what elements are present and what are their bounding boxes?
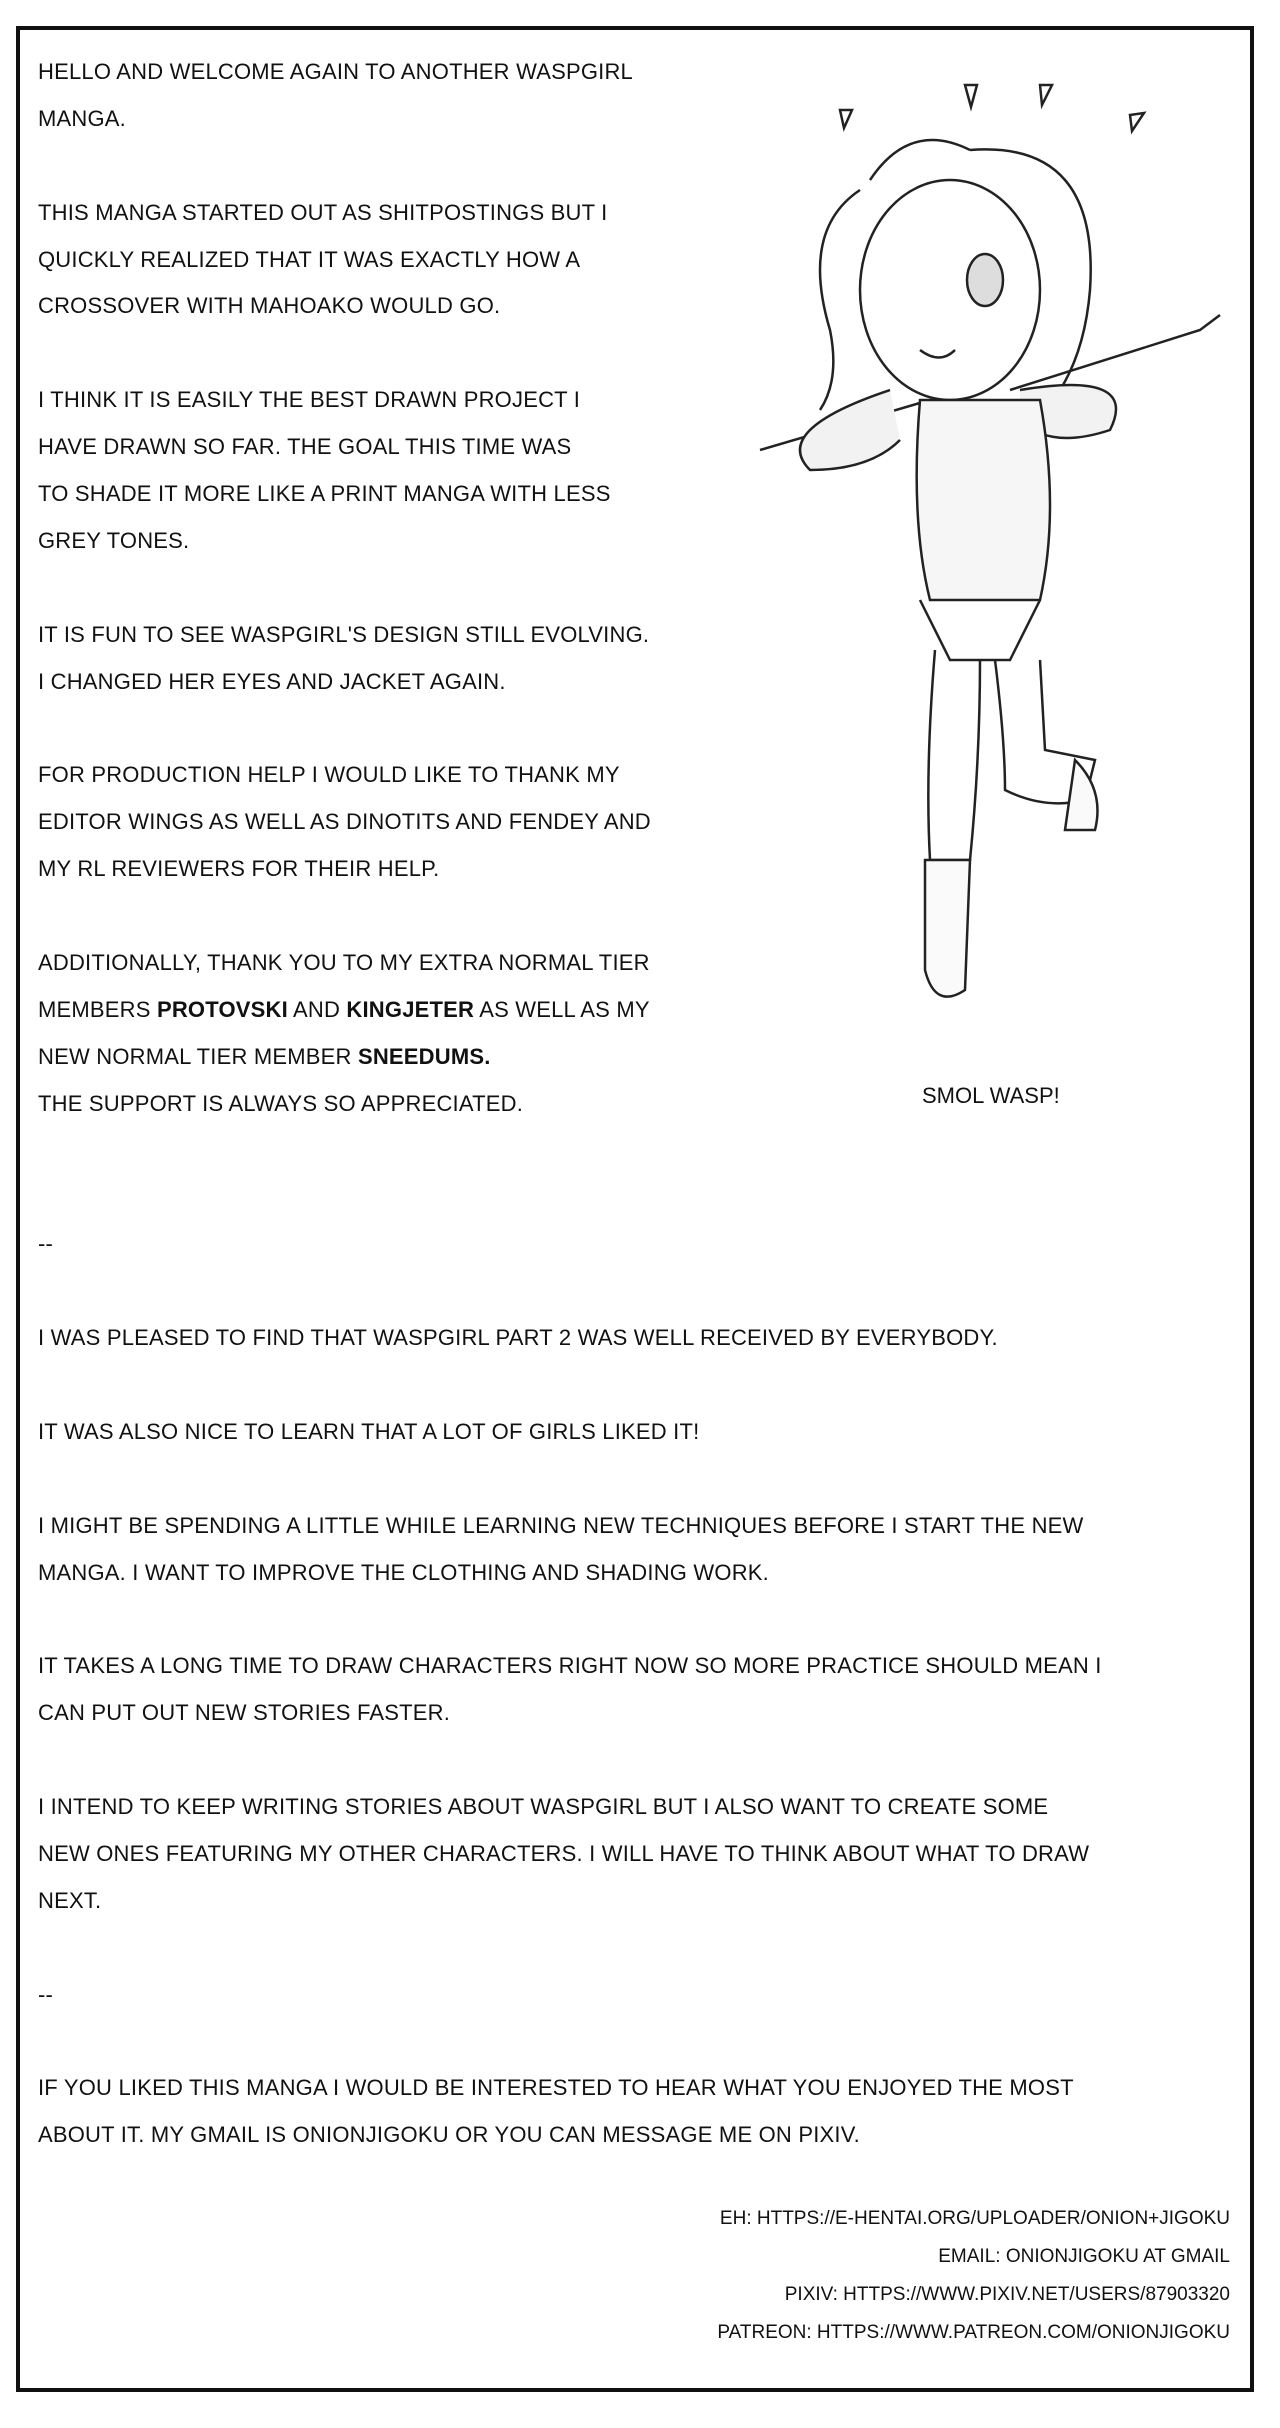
text-line: TO SHADE IT MORE LIKE A PRINT MANGA WITH LESS: [38, 481, 611, 507]
blank-line: [38, 1596, 1238, 1643]
blank-line: [38, 1456, 1238, 1503]
pixiv-link[interactable]: PIXIV: HTTPS://WWW.PIXIV.NET/USERS/87903320: [784, 2284, 1230, 2305]
blank-line: [38, 1268, 1238, 1315]
text-line: I MIGHT BE SPENDING A LITTLE WHILE LEARNING NEW TECHNIQUES BEFORE I START THE NEW: [38, 1512, 1084, 1538]
blank-line: [38, 1925, 1238, 1972]
supporter-name: KINGJETER: [346, 996, 475, 1022]
text-line: THE SUPPORT IS ALWAYS SO APPRECIATED.: [38, 1090, 524, 1116]
waspgirl-illustration: [720, 70, 1240, 1050]
blank-line: [38, 1174, 1238, 1221]
text-line: NEW ONES FEATURING MY OTHER CHARACTERS. I WILL HAVE TO THINK ABOUT WHAT TO DRAW: [38, 1840, 1090, 1866]
supporter-name: PROTOVSKI: [156, 996, 288, 1022]
text-segment: AND: [287, 996, 347, 1022]
text-line: MANGA.: [38, 105, 126, 131]
contact-links: [717, 2200, 1230, 2352]
text-line: I THINK IT IS EASILY THE BEST DRAWN PROJECT I: [38, 387, 581, 413]
text-line: ADDITIONALLY, THANK YOU TO MY EXTRA NORMAL TIER: [38, 949, 650, 975]
text-line: IT WAS ALSO NICE TO LEARN THAT A LOT OF GIRLS LIKED IT!: [38, 1418, 700, 1444]
text-line: MY RL REVIEWERS FOR THEIR HELP.: [38, 856, 440, 882]
supporter-name: SNEEDUMS.: [357, 1043, 491, 1069]
eh-link[interactable]: EH: HTTPS://E-HENTAI.ORG/UPLOADER/ONION+JIGOKU: [719, 2208, 1230, 2229]
blank-line: [38, 1737, 1238, 1784]
text-segment: MEMBERS: [38, 996, 157, 1022]
blank-line: [38, 1362, 1238, 1409]
text-line: HAVE DRAWN SO FAR. THE GOAL THIS TIME WAS: [38, 434, 572, 460]
text-segment: AS WELL AS MY: [474, 996, 650, 1022]
blank-line: [38, 1127, 1238, 1174]
text-line: I WAS PLEASED TO FIND THAT WASPGIRL PART 2 WAS WELL RECEIVED BY EVERYBODY.: [38, 1325, 998, 1351]
text-line: IT TAKES A LONG TIME TO DRAW CHARACTERS RIGHT NOW SO MORE PRACTICE SHOULD MEAN I: [38, 1653, 1102, 1679]
text-line: HELLO AND WELCOME AGAIN TO ANOTHER WASPGIRL: [38, 59, 633, 84]
illustration-caption: SMOL WASP!: [922, 1083, 1060, 1108]
text-line: --: [38, 1231, 54, 1257]
text-line: MANGA. I WANT TO IMPROVE THE CLOTHING AND SHADING WORK.: [38, 1559, 769, 1585]
text-line: QUICKLY REALIZED THAT IT WAS EXACTLY HOW A: [38, 246, 581, 272]
text-line: EDITOR WINGS AS WELL AS DINOTITS AND FENDEY AND: [38, 809, 651, 835]
blank-line: [38, 2018, 1238, 2065]
patreon-link[interactable]: PATREON: HTTPS://WWW.PATREON.COM/ONIONJIGOKU: [717, 2322, 1230, 2343]
text-line: --: [38, 1981, 54, 2007]
text-line: IF YOU LIKED THIS MANGA I WOULD BE INTERESTED TO HEAR WHAT YOU ENJOYED THE MOST: [38, 2075, 1074, 2101]
email-text: EMAIL: ONIONJIGOKU AT GMAIL: [938, 2246, 1230, 2267]
text-line: FOR PRODUCTION HELP I WOULD LIKE TO THANK MY: [38, 762, 620, 788]
text-line: IT IS FUN TO SEE WASPGIRL'S DESIGN STILL EVOLVING.: [38, 621, 650, 647]
text-line: NEXT.: [38, 1887, 102, 1913]
text-line: CAN PUT OUT NEW STORIES FASTER.: [38, 1700, 451, 1726]
text-line: CROSSOVER WITH MAHOAKO WOULD GO.: [38, 293, 501, 319]
text-line: I INTEND TO KEEP WRITING STORIES ABOUT WASPGIRL BUT I ALSO WANT TO CREATE SOME: [38, 1793, 1049, 1819]
text-line: ABOUT IT. MY GMAIL IS ONIONJIGOKU OR YOU CAN MESSAGE ME ON PIXIV.: [38, 2122, 860, 2148]
text-line: I CHANGED HER EYES AND JACKET AGAIN.: [38, 668, 506, 694]
text-line: THIS MANGA STARTED OUT AS SHITPOSTINGS BUT I: [38, 199, 608, 225]
text-segment: NEW NORMAL TIER MEMBER: [38, 1043, 358, 1069]
text-line: GREY TONES.: [38, 527, 190, 553]
